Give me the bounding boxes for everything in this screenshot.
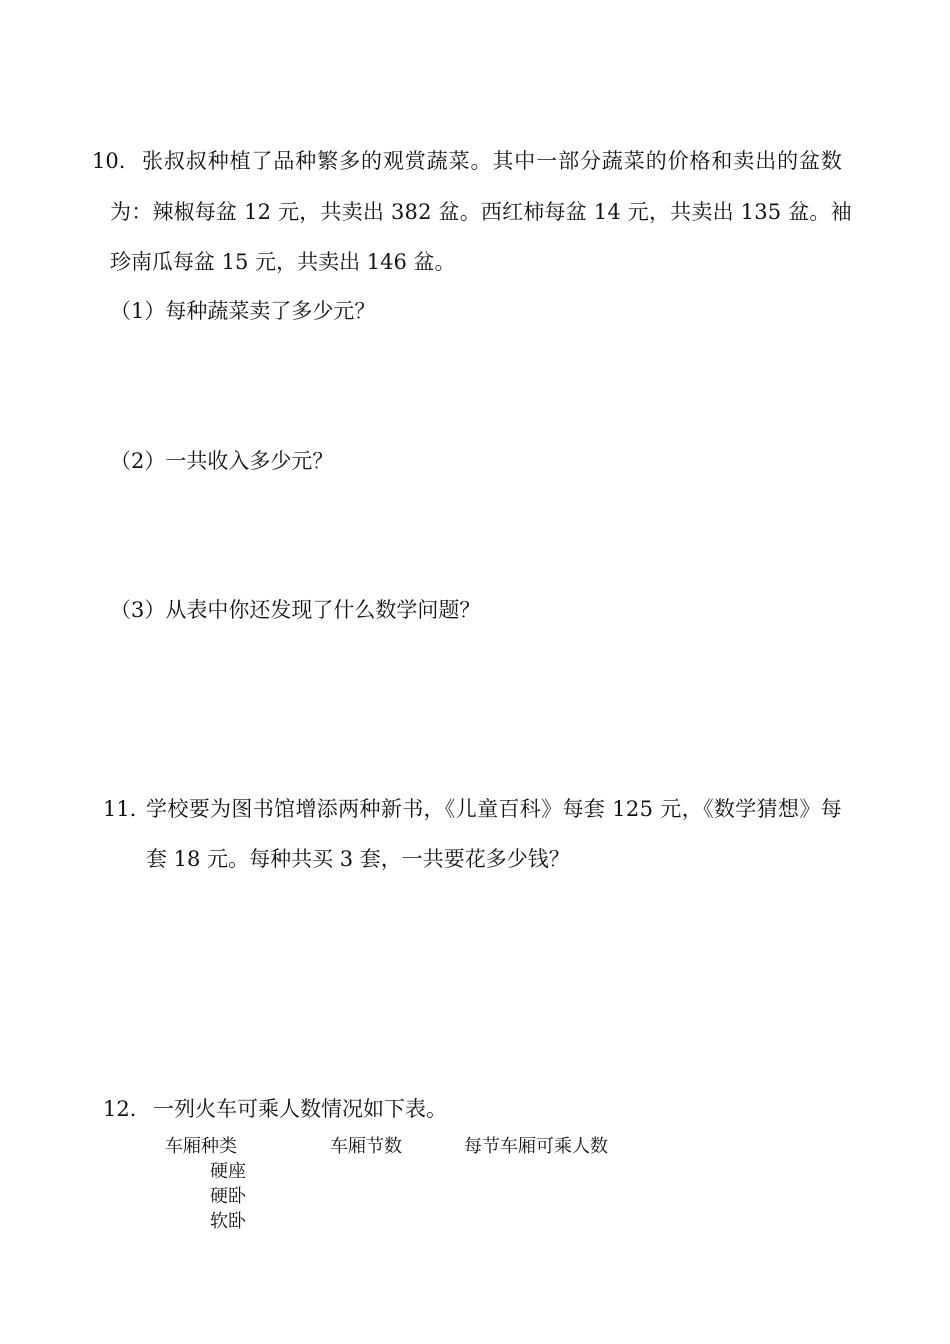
question-text-line: 学校要为图书馆增添两种新书，《儿童百科》每套 125 元，《数学猜想》每 <box>146 797 843 821</box>
sub-question-2: （2）一共收入多少元？ <box>110 449 334 473</box>
table-row-label: 硬座 <box>210 1161 246 1182</box>
sub-question-1: （1）每种蔬菜卖了多少元？ <box>110 299 376 323</box>
question-text-line: 张叔叔种植了品种繁多的观赏蔬菜。其中一部分蔬菜的价格和卖出的盆数 <box>142 149 843 173</box>
table-row-label: 软卧 <box>210 1211 246 1232</box>
sub-question-3: （3）从表中你还发现了什么数学问题？ <box>110 598 481 622</box>
question-number: 12. <box>103 1097 137 1121</box>
table-header-cell: 每节车厢可乘人数 <box>464 1136 608 1157</box>
question-number: 11． <box>103 797 151 821</box>
question-number: 10. <box>92 149 126 173</box>
table-header-cell: 车厢节数 <box>330 1136 402 1157</box>
question-text-line: 套 18 元。每种共买 3 套，一共要花多少钱？ <box>146 847 570 871</box>
question-text-line: 珍南瓜每盆 15 元，共卖出 146 盆。 <box>110 250 456 274</box>
table-header-cell: 车厢种类 <box>165 1136 237 1157</box>
table-row-label: 硬卧 <box>210 1186 246 1207</box>
question-text-line: 一列火车可乘人数情况如下表。 <box>153 1097 447 1121</box>
question-text-line: 为：辣椒每盆 12 元，共卖出 382 盆。西红柿每盆 14 元，共卖出 135 盆。袖 <box>110 200 852 224</box>
